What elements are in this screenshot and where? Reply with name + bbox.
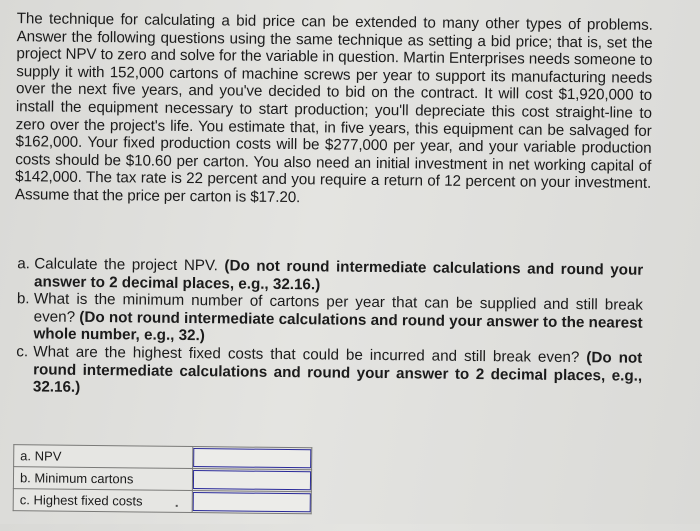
answer-label-minimum-cartons: b. Minimum cartons	[13, 467, 192, 491]
question-instruction: (Do not round intermediate calculations and round your answer to the nearest whole number, e.g., 32.)	[33, 308, 643, 345]
highest-fixed-costs-input[interactable]	[193, 492, 311, 512]
question-label: b.	[16, 290, 30, 308]
question-c	[16, 343, 643, 402]
question-text: What is the minimum number of cartons per year that can be supplied and still break even?	[33, 290, 643, 326]
table-row	[13, 467, 311, 492]
question-text: What are the highest fixed costs that could be incurred and still break even?	[33, 343, 580, 367]
question-b	[16, 290, 643, 349]
question-label: a.	[17, 255, 30, 273]
table-row	[13, 489, 311, 514]
npv-input[interactable]	[193, 448, 311, 468]
cursor-dot	[176, 505, 178, 507]
table-row	[14, 445, 312, 470]
question-list	[16, 255, 643, 402]
problem-paragraph: The technique for calculating a bid price can be extended to many other types of problems. Answer the following questions using the same technique as setting a bid price; that is, set the project NPV to zero and solve for the variable in question. Martin Enterprises needs someone to supply it with 152,000 cartons of machine screws per year to support its manufacturing needs over the next five years, and you've decided to bid on the contract. It will cost $1,920,000 to install the equipment necessary to start production; you'll depreciate this cost straight-line to zero over the project's life. You estimate that, in five years, this equipment can be salvaged for $162,000. Your fixed production costs will be $277,000 per year, and your variable production costs should be $10.60 per carton. You also need an initial investment in net working capital of $142,000. The tax rate is 22 percent and you require a return of 12 percent on your investment. Assume that the price per carton is $17.20.	[14, 10, 653, 207]
answer-label-highest-fixed-costs: c. Highest fixed costs	[13, 489, 192, 513]
question-instruction: (Do not round intermediate calculations and round your answer to 2 decimal places, e.g., 32.16.)	[33, 257, 644, 293]
minimum-cartons-input[interactable]	[193, 470, 311, 490]
answer-table	[13, 444, 313, 514]
question-instruction: (Do not round intermediate calculations and round your answer to 2 decimal places, e.g., 32.16.)	[32, 349, 643, 397]
question-text: Calculate the project NPV.	[34, 255, 219, 275]
answer-label-npv: a. NPV	[14, 445, 193, 469]
question-label: c.	[16, 343, 29, 361]
